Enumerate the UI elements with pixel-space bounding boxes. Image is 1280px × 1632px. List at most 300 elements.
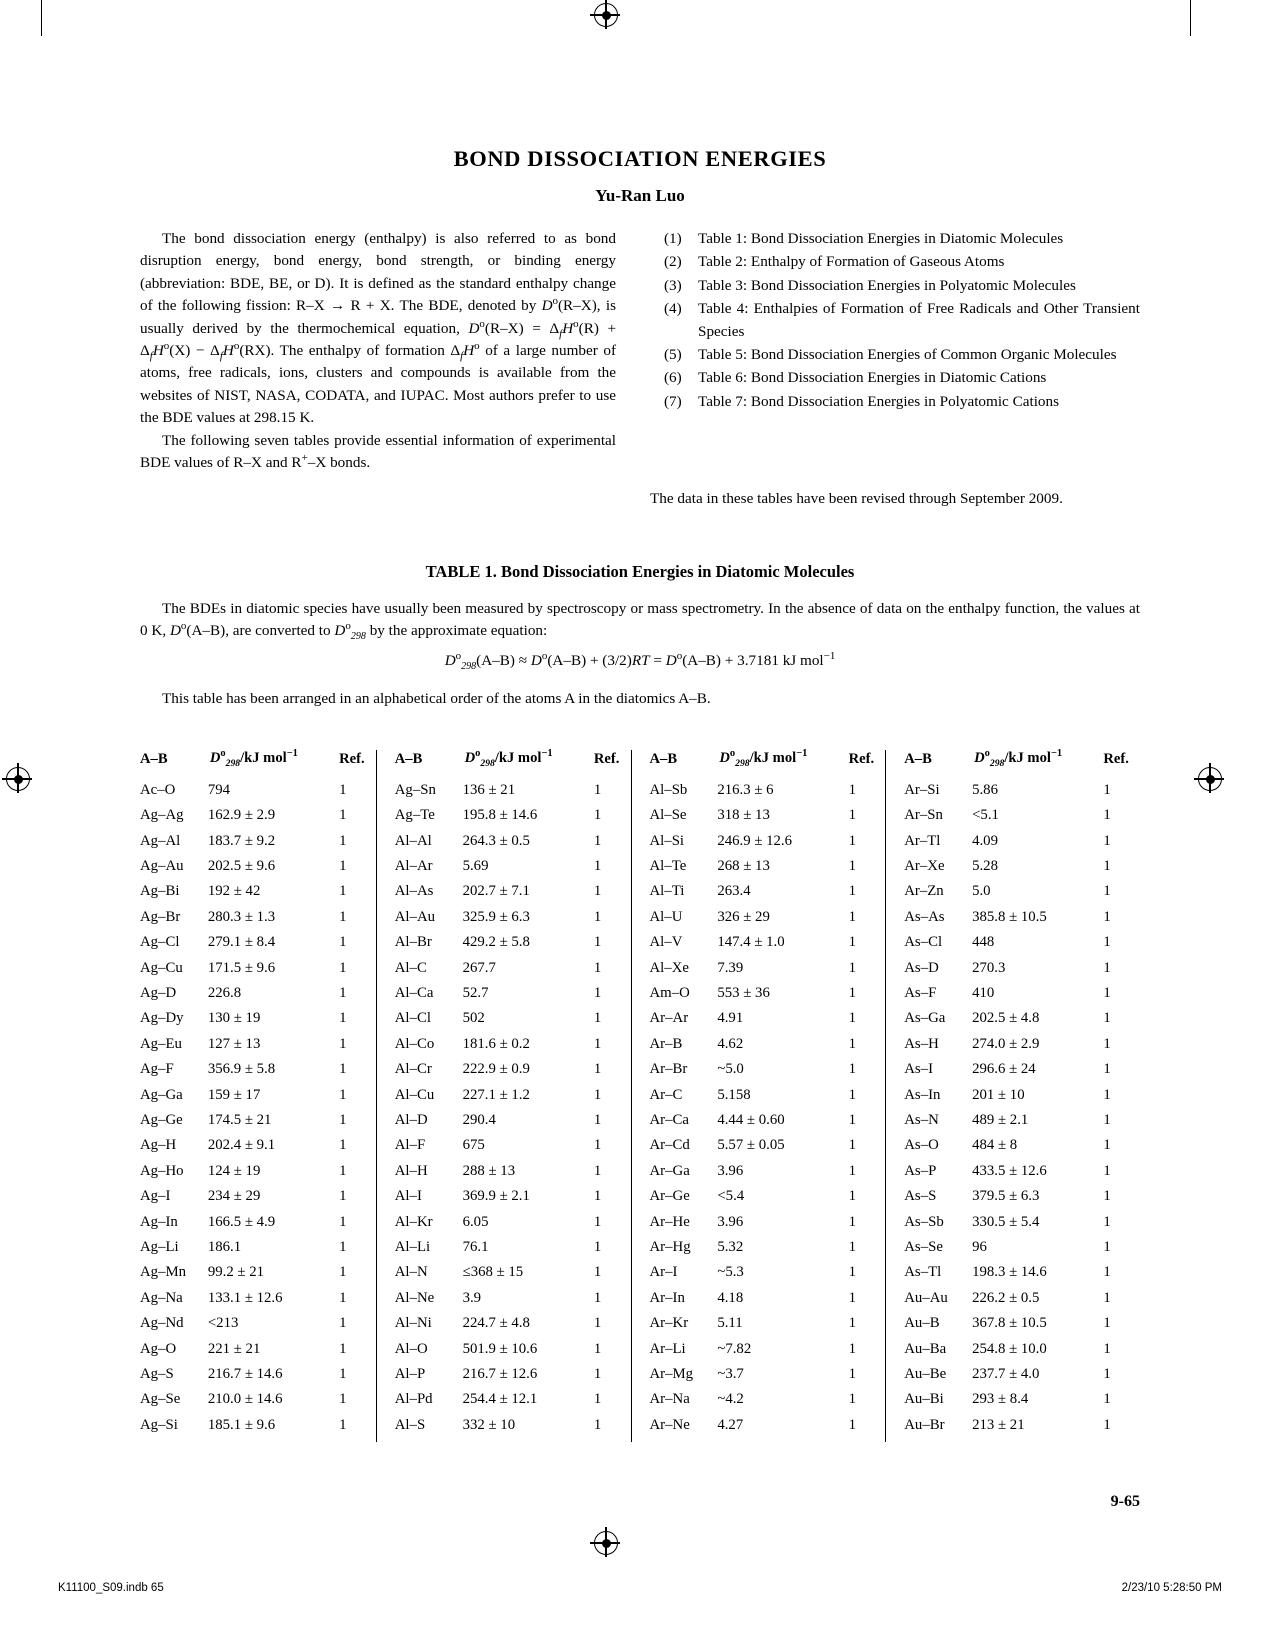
cell-value: 7.39: [717, 959, 744, 976]
cell-ab: Ar–Hg: [649, 1238, 691, 1255]
cell-value: 162.9 ± 2.9: [207, 807, 276, 824]
cell-ref: 1: [1103, 1238, 1111, 1255]
cell-ref: 1: [593, 1086, 602, 1103]
cell-ab: Al–Se: [649, 807, 687, 824]
table-row: [650, 1417, 880, 1442]
cell-ab: Ar–Si: [904, 781, 940, 798]
cell-ref: 1: [593, 781, 602, 798]
cell-ref: 1: [848, 807, 857, 824]
cell-value: 318 ± 13: [717, 807, 770, 824]
intro-paragraph-2: The following seven tables provide essential information of experimental BDE values of R–X and R+–X bonds.: [140, 431, 616, 472]
cell-ab: Ag–In: [140, 1213, 178, 1230]
cell-ref: 1: [1103, 883, 1111, 900]
table-row: [650, 1163, 880, 1188]
cell-ab: Au–Be: [904, 1365, 947, 1382]
cell-value: 379.5 ± 6.3: [972, 1188, 1040, 1205]
cell-value: 288 ± 13: [462, 1162, 516, 1179]
cell-value: 133.1 ± 12.6: [207, 1289, 283, 1306]
table-row: [904, 1417, 1134, 1442]
cell-value: ~5.0: [717, 1061, 744, 1078]
cell-ab: Ag–Si: [140, 1416, 178, 1433]
cell-ab: Ar–Ne: [649, 1416, 690, 1433]
cell-value: 264.3 ± 0.5: [462, 832, 530, 849]
table-row: [395, 1391, 625, 1416]
cell-ab: As–N: [904, 1111, 939, 1128]
cell-ref: 1: [848, 1188, 857, 1205]
page-title: BOND DISSOCIATION ENERGIES: [453, 146, 827, 171]
cell-ab: Al–Si: [649, 832, 685, 849]
table-row: [395, 858, 625, 883]
table-row: [904, 985, 1134, 1010]
cell-ref: 1: [339, 908, 347, 925]
cell-ref: 1: [593, 1061, 602, 1078]
cell-ab: Ar–B: [649, 1035, 683, 1052]
list-marker: (7): [664, 392, 682, 410]
cell-ab: Am–O: [649, 985, 690, 1002]
table-caption: TABLE 1. Bond Dissociation Energies in Diatomic Molecules: [425, 562, 855, 581]
cell-ab: Al–D: [394, 1111, 428, 1128]
list-item: [664, 228, 1140, 250]
cell-ref: 1: [1103, 1162, 1111, 1179]
table-row: [140, 883, 370, 908]
header-ref: Ref.: [593, 750, 620, 767]
cell-ab: Ag–Li: [140, 1238, 179, 1255]
cell-ab: Al–O: [394, 1340, 428, 1357]
list-marker: (4): [664, 300, 682, 318]
cell-ab: Ag–F: [140, 1061, 174, 1078]
cell-value: 96: [972, 1238, 987, 1255]
cell-ref: 1: [848, 781, 857, 798]
cell-value: 136 ± 21: [462, 781, 516, 798]
cell-value: 296.6 ± 24: [972, 1061, 1036, 1078]
cell-ref: 1: [593, 807, 602, 824]
cell-value: 332 ± 10: [462, 1416, 516, 1433]
table-row: [904, 1290, 1134, 1315]
table-row: [395, 1341, 625, 1366]
cell-ab: Ag–Sn: [394, 781, 436, 798]
cell-value: 433.5 ± 12.6: [972, 1162, 1047, 1179]
table-row: [395, 883, 625, 908]
cell-ref: 1: [848, 1162, 857, 1179]
header-value: $D^o_{298}/kJ$ mol$^{-1}$: [974, 748, 1063, 769]
cell-value: 216.3 ± 6: [717, 781, 774, 798]
cell-value: 192 ± 42: [207, 883, 261, 900]
table-row: [140, 985, 370, 1010]
table-row: [904, 1366, 1134, 1391]
cell-ref: 1: [848, 832, 857, 849]
cell-value: ~4.2: [717, 1391, 744, 1408]
cell-ab: Ac–O: [140, 781, 176, 798]
cell-ab: As–D: [904, 959, 939, 976]
cell-ab: As–S: [904, 1188, 937, 1205]
cell-value: 501.9 ± 10.6: [462, 1340, 538, 1357]
cell-ref: 1: [593, 1315, 602, 1332]
table-row: [395, 1315, 625, 1340]
cell-value: 6.05: [462, 1213, 489, 1230]
cell-ref: 1: [339, 1111, 347, 1128]
table-row: [650, 909, 880, 934]
table-row: [904, 1163, 1134, 1188]
cell-ref: 1: [848, 1340, 857, 1357]
cell-value: 226.2 ± 0.5: [972, 1289, 1040, 1306]
table-row: [904, 934, 1134, 959]
table-row: [650, 883, 880, 908]
cell-ref: 1: [1103, 1365, 1111, 1382]
cell-ref: 1: [593, 1162, 602, 1179]
table-row: [650, 1087, 880, 1112]
table-row: [395, 1137, 625, 1162]
table-row: [650, 1341, 880, 1366]
cell-value: 270.3: [972, 959, 1006, 976]
cell-value: 5.57 ± 0.05: [717, 1137, 785, 1154]
table-row: [904, 1112, 1134, 1137]
cell-ref: 1: [593, 959, 602, 976]
cell-value: 221 ± 21: [207, 1340, 261, 1357]
cell-ref: 1: [339, 934, 347, 951]
table-row: [140, 1315, 370, 1340]
cell-ab: Ar–He: [649, 1213, 690, 1230]
cell-ref: 1: [1103, 1340, 1111, 1357]
header-ab: A–B: [140, 750, 168, 767]
cell-ab: Ar–Zn: [904, 883, 944, 900]
cell-ref: 1: [339, 1188, 347, 1205]
table-body-2: [395, 782, 625, 1442]
table-row: [140, 833, 370, 858]
cell-value: 280.3 ± 1.3: [207, 908, 276, 925]
cell-ref: 1: [848, 1111, 857, 1128]
table-row: [395, 807, 625, 832]
cell-value: 5.69: [462, 858, 489, 875]
cell-ab: Au–Ba: [904, 1340, 947, 1357]
cell-ref: 1: [339, 883, 347, 900]
cell-ab: Ag–S: [140, 1365, 174, 1382]
cell-ref: 1: [848, 1086, 857, 1103]
cell-ab: Ag–Br: [140, 908, 181, 925]
table-row: [395, 1290, 625, 1315]
cell-ab: Al–I: [394, 1188, 422, 1205]
cell-value: 4.91: [717, 1010, 744, 1027]
table-row: [650, 1264, 880, 1289]
cell-ref: 1: [593, 1289, 602, 1306]
table-row: [395, 1112, 625, 1137]
cell-value: 326 ± 29: [717, 908, 770, 925]
table-row: [395, 1010, 625, 1035]
cell-value: 794: [207, 781, 231, 798]
cell-value: 202.5 ± 9.6: [207, 858, 276, 875]
cell-value: 290.4: [462, 1111, 496, 1128]
cell-ab: Ag–Ge: [140, 1111, 183, 1128]
cell-ab: Au–B: [904, 1315, 940, 1332]
table-row: [650, 1315, 880, 1340]
cell-value: 130 ± 19: [207, 1010, 261, 1027]
table-row: [395, 1163, 625, 1188]
cell-ref: 1: [1103, 1416, 1111, 1433]
cell-ref: 1: [593, 1137, 602, 1154]
cell-ab: Ar–Li: [649, 1340, 686, 1357]
cell-ab: Al–Ti: [649, 883, 685, 900]
list-item-label: Table 7: Bond Dissociation Energies in Polyatomic Cations: [698, 392, 1060, 410]
table-row: [904, 1341, 1134, 1366]
cell-ref: 1: [848, 1264, 857, 1281]
table-row: [140, 1137, 370, 1162]
header-value: $D^o_{298}/kJ$ mol$^{-1}$: [209, 748, 298, 769]
cell-value: 227.1 ± 1.2: [462, 1086, 530, 1103]
list-marker: (2): [664, 253, 682, 271]
cell-value: 5.28: [972, 858, 998, 875]
table-header-row: [395, 750, 625, 782]
cell-ref: 1: [848, 1365, 857, 1382]
cell-ab: Al–Cu: [394, 1086, 435, 1103]
table-row: [650, 807, 880, 832]
cell-ref: 1: [593, 934, 602, 951]
cell-value: 216.7 ± 12.6: [462, 1365, 538, 1382]
table-row: [140, 1366, 370, 1391]
cell-ref: 1: [848, 934, 857, 951]
table-row: [904, 833, 1134, 858]
cell-ab: As–F: [904, 985, 937, 1002]
table-row: [904, 1137, 1134, 1162]
table-header-row: [650, 750, 880, 782]
cell-ref: 1: [1103, 1188, 1111, 1205]
table-block-2: [376, 750, 631, 1442]
cell-ab: Ag–Ga: [140, 1086, 183, 1103]
cell-value: ≤368 ± 15: [462, 1264, 524, 1281]
cell-value: 4.18: [717, 1289, 744, 1306]
list-item-label: Table 3: Bond Dissociation Energies in Polyatomic Molecules: [698, 276, 1076, 294]
cell-value: 4.62: [717, 1035, 744, 1052]
cell-ab: As–Se: [904, 1238, 943, 1255]
table-row: [904, 807, 1134, 832]
cell-value: 385.8 ± 10.5: [972, 908, 1047, 925]
list-item-label: Table 4: Enthalpies of Formation of Free Radicals and Other Transient Species: [698, 300, 1140, 340]
cell-ref: 1: [593, 1035, 602, 1052]
cell-ref: 1: [339, 1086, 347, 1103]
list-item: [664, 298, 1140, 343]
cell-ref: 1: [593, 1340, 602, 1357]
cell-ref: 1: [339, 1137, 347, 1154]
table-row: [650, 1061, 880, 1086]
cell-ref: 1: [1103, 985, 1111, 1002]
table-row: [395, 782, 625, 807]
cell-ab: Al–Sb: [649, 781, 688, 798]
header-ab: A–B: [649, 750, 678, 767]
table-row: [904, 782, 1134, 807]
cell-ab: Al–Pd: [394, 1391, 433, 1408]
cell-value: 171.5 ± 9.6: [207, 959, 276, 976]
cell-ab: As–Cl: [904, 934, 943, 951]
table-row: [140, 807, 370, 832]
cell-ref: 1: [593, 1238, 602, 1255]
list-marker: (3): [664, 276, 682, 294]
cell-ref: 1: [1103, 781, 1111, 798]
cell-ab: Ag–Ag: [140, 807, 184, 824]
cell-ref: 1: [593, 1111, 602, 1128]
cell-ab: Ar–In: [649, 1289, 685, 1306]
cell-ab: Ag–Na: [140, 1289, 183, 1306]
cell-ref: 1: [848, 1238, 857, 1255]
cell-value: 201 ± 10: [972, 1086, 1025, 1103]
cell-ab: Al–Br: [394, 934, 432, 951]
table-row: [650, 782, 880, 807]
cell-ab: Ag–D: [140, 985, 177, 1002]
cell-ab: Ar–Ga: [649, 1162, 690, 1179]
cell-value: 3.96: [717, 1213, 744, 1230]
cell-value: 224.7 ± 4.8: [462, 1315, 530, 1332]
table-row: [904, 1391, 1134, 1416]
cell-ab: Ag–Cl: [140, 934, 180, 951]
cell-ref: 1: [848, 858, 857, 875]
cell-value: ~5.3: [717, 1264, 744, 1281]
table-row: [650, 1290, 880, 1315]
cell-ref: 1: [848, 1416, 857, 1433]
cell-ref: 1: [848, 1391, 857, 1408]
table-intro-paragraph: The BDEs in diatomic species have usually been measured by spectroscopy or mass spectrometry. In the absence of data on the enthalpy function, the values at 0 K, $D^o(A-B)$, are converted to $D^o_{298}$ by the approximate equation:: [140, 600, 1140, 643]
cell-value: 274.0 ± 2.9: [972, 1035, 1040, 1052]
table-row: [395, 985, 625, 1010]
cell-ref: 1: [848, 1213, 857, 1230]
table-row: [650, 960, 880, 985]
table-row: [140, 1112, 370, 1137]
cell-ab: Ar–Tl: [904, 832, 941, 849]
cell-value: 99.2 ± 21: [207, 1264, 265, 1281]
cell-ref: 1: [1103, 1289, 1111, 1306]
cell-ref: 1: [1103, 1391, 1111, 1408]
cell-value: 5.86: [972, 781, 998, 798]
cell-value: 502: [462, 1010, 485, 1027]
table-row: [904, 1010, 1134, 1035]
table-row: [395, 1366, 625, 1391]
cell-ref: 1: [339, 1035, 347, 1052]
cell-ab: Ag–Bi: [140, 883, 180, 900]
cell-value: ~3.7: [717, 1365, 744, 1382]
table-row: [140, 1087, 370, 1112]
cell-value: 185.1 ± 9.6: [207, 1416, 276, 1433]
cell-ref: 1: [1103, 1111, 1111, 1128]
cell-ref: 1: [593, 1365, 602, 1382]
cell-ref: 1: [339, 1061, 347, 1078]
cell-value: 254.8 ± 10.0: [972, 1340, 1047, 1357]
cell-value: 263.4: [717, 883, 751, 900]
author-name: Yu-Ran Luo: [595, 186, 685, 205]
cell-ref: 1: [1103, 1264, 1111, 1281]
cell-ab: Ag–H: [140, 1137, 177, 1154]
table-row: [395, 909, 625, 934]
cell-ab: Al–F: [394, 1137, 426, 1154]
cell-ref: 1: [1103, 959, 1111, 976]
header-ab: A–B: [904, 750, 932, 767]
cell-ab: As–Sb: [904, 1213, 944, 1230]
cell-ab: Al–Te: [649, 858, 687, 875]
cell-value: 5.32: [717, 1238, 744, 1255]
cell-ab: As–Ga: [904, 1010, 946, 1027]
intro-left-column: [140, 228, 616, 474]
table-row: [650, 934, 880, 959]
table-row: [650, 1112, 880, 1137]
cell-value: 210.0 ± 14.6: [207, 1391, 283, 1408]
cell-value: 234 ± 29: [207, 1188, 261, 1205]
cell-value: 226.8: [207, 985, 242, 1002]
cell-value: 367.8 ± 10.5: [972, 1315, 1047, 1332]
cell-ab: Al–V: [649, 934, 683, 951]
table-row: [650, 1036, 880, 1061]
list-item: [664, 367, 1140, 389]
footer-file-name: K11100_S09.indb 65: [58, 1582, 164, 1594]
table-row: [140, 1341, 370, 1366]
cell-ref: 1: [339, 1340, 347, 1357]
cell-ref: 1: [848, 985, 857, 1002]
cell-ref: 1: [593, 1213, 602, 1230]
cell-ab: Al–H: [394, 1162, 428, 1179]
table-row: [395, 1061, 625, 1086]
cell-value: 254.4 ± 12.1: [462, 1391, 538, 1408]
table-row: [904, 883, 1134, 908]
cell-value: 52.7: [462, 985, 489, 1002]
cell-ab: Ag–Cu: [140, 959, 183, 976]
cell-ref: 1: [339, 1391, 347, 1408]
cell-value: 183.7 ± 9.2: [207, 832, 276, 849]
cell-value: 489 ± 2.1: [972, 1111, 1029, 1128]
table-header-row: [140, 750, 370, 782]
cell-value: 222.9 ± 0.9: [462, 1061, 530, 1078]
cell-ref: 1: [339, 858, 347, 875]
cell-value: 246.9 ± 12.6: [717, 832, 793, 849]
cell-ref: 1: [339, 1238, 347, 1255]
cell-ab: As–P: [904, 1162, 937, 1179]
cell-value: 76.1: [462, 1238, 489, 1255]
cell-ref: 1: [1103, 858, 1111, 875]
list-item-label: Table 6: Bond Dissociation Energies in Diatomic Cations: [698, 369, 1047, 387]
table-row: [140, 1010, 370, 1035]
cell-ab: Ar–Xe: [904, 858, 945, 875]
cell-ab: As–O: [904, 1137, 939, 1154]
table-row: [904, 1061, 1134, 1086]
cell-ab: As–Tl: [904, 1264, 942, 1281]
cell-value: 330.5 ± 5.4: [972, 1213, 1040, 1230]
cell-ref: 1: [593, 883, 602, 900]
cell-ref: 1: [848, 959, 857, 976]
table-block-1: [140, 750, 376, 1442]
list-item-label: Table 5: Bond Dissociation Energies of Common Organic Molecules: [698, 346, 1117, 364]
cell-ab: As–As: [904, 908, 945, 925]
cell-value: 4.44 ± 0.60: [717, 1111, 785, 1128]
cell-value: 5.158: [717, 1086, 751, 1103]
cell-value: 216.7 ± 14.6: [207, 1365, 283, 1382]
table-row: [904, 909, 1134, 934]
cell-value: 356.9 ± 5.8: [207, 1061, 276, 1078]
cell-ref: 1: [593, 858, 602, 875]
cell-value: <5.1: [972, 807, 999, 824]
intro-section: [140, 228, 1140, 474]
list-item: [664, 344, 1140, 366]
table-row: [140, 960, 370, 985]
cell-ab: Al–Kr: [394, 1213, 433, 1230]
cell-ref: 1: [1103, 934, 1111, 951]
cell-ab: Al–Au: [394, 908, 436, 925]
table-body-4: [904, 782, 1134, 1442]
cell-ab: Al–Ar: [394, 858, 433, 875]
cell-ab: As–I: [904, 1061, 934, 1078]
list-item-label: Table 2: Enthalpy of Formation of Gaseous Atoms: [698, 253, 1005, 271]
cell-ref: 1: [339, 1162, 347, 1179]
table-row: [904, 1188, 1134, 1213]
cell-value: ~7.82: [717, 1340, 752, 1357]
cell-ab: Ar–Na: [649, 1391, 690, 1408]
table-row: [140, 1290, 370, 1315]
cell-ab: Ag–Al: [140, 832, 181, 849]
cell-ref: 1: [339, 1416, 347, 1433]
table-list: [664, 228, 1140, 413]
list-item: [664, 251, 1140, 273]
